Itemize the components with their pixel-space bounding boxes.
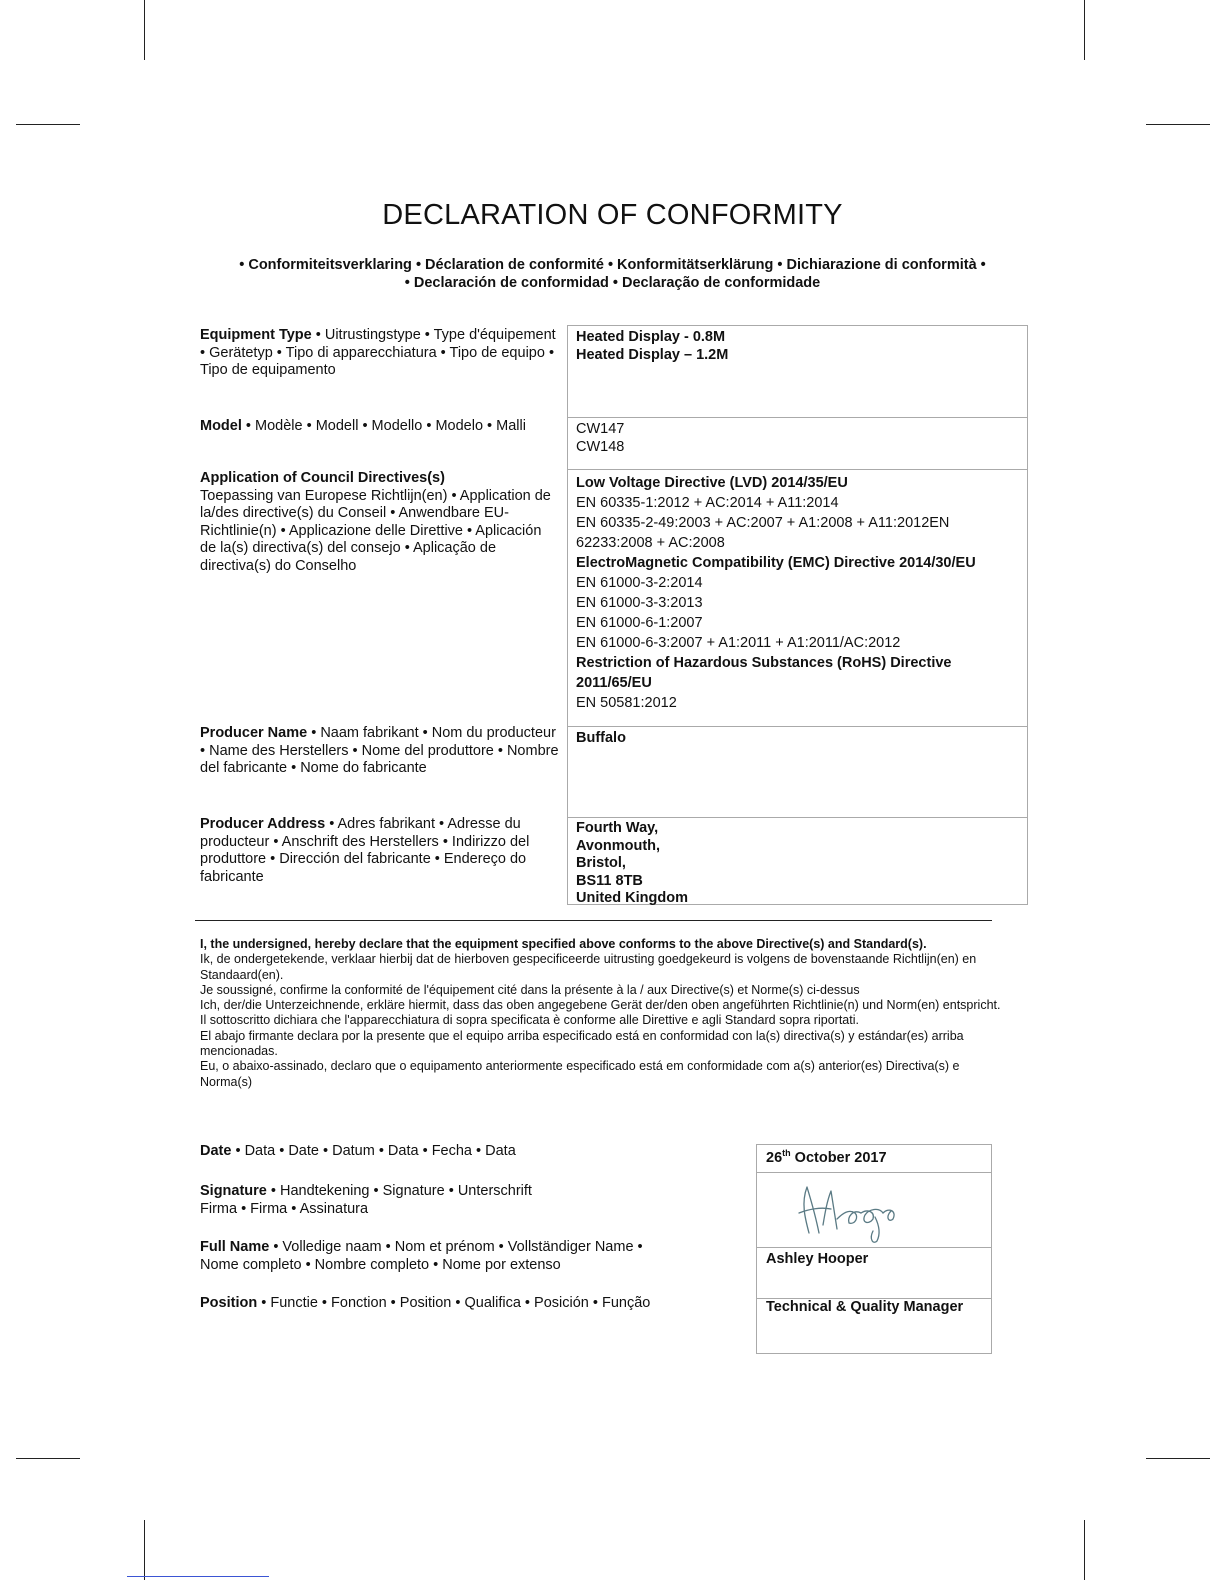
directive-line: EN 61000-3-2:2014 xyxy=(576,575,703,591)
address-line: Avonmouth, xyxy=(576,837,661,854)
date-day: 26 xyxy=(766,1149,783,1166)
value-line: Heated Display - 0.8M xyxy=(576,329,726,345)
position-label xyxy=(200,1295,720,1313)
label-bold: Application of Council Directives(s) xyxy=(200,470,445,486)
producer-name-label xyxy=(200,725,560,778)
subtitle xyxy=(150,256,1075,292)
crop-mark xyxy=(1146,1458,1210,1459)
declaration-line: Eu, o abaixo-assinado, declaro que o equipamento anteriormente especificado está em conformidade com a(s) anterior(es) Directiva(s) e Norma(s) xyxy=(200,1059,960,1089)
date-value xyxy=(756,1144,992,1173)
label-rest: • Handtekening • Signature • Unterschrift Firma • Firma • Assinatura xyxy=(200,1183,532,1217)
label-bold: Position xyxy=(200,1295,258,1311)
address-line: Fourth Way, xyxy=(576,820,659,836)
model-label xyxy=(200,418,560,436)
bottom-rule xyxy=(127,1576,269,1577)
directive-line: 62233:2008 + AC:2008 xyxy=(576,535,725,551)
label-rest: • Modèle • Modell • Modello • Modelo • Malli xyxy=(241,418,526,434)
page-title: DECLARATION OF CONFORMITY xyxy=(382,199,843,231)
declaration-line: I, the undersigned, hereby declare that the equipment specified above conforms to the above Directive(s) and Standard(s). xyxy=(200,937,927,951)
directive-line: EN 60335-2-49:2003 + AC:2007 + A1:2008 + A11:2012EN xyxy=(576,515,950,531)
label-rest: Toepassing van Europese Richtlijn(en) • Application de la/des directive(s) du Conseil • Anwendbare EU-Richtlinie(n) • Applicazione delle Direttive • Aplicación de la(s) directiva(s) del consejo • Aplicação de directiva(s) do Conselho xyxy=(200,487,551,574)
directive-line: EN 61000-3-3:2013 xyxy=(576,595,703,611)
producer-name-value xyxy=(567,726,1028,818)
signature-box xyxy=(756,1172,992,1248)
label-bold: Producer Address xyxy=(200,816,326,832)
producer-address-value xyxy=(567,817,1028,905)
label-bold: Model xyxy=(200,418,242,434)
date-label xyxy=(200,1143,720,1161)
full-name-value xyxy=(756,1247,992,1299)
declaration-text xyxy=(200,937,1010,1090)
full-name-text: Ashley Hooper xyxy=(766,1251,869,1267)
label-rest: • Uitrustingstype • Type d'équipement • Gerätetyp • Tipo di apparecchiatura • Tipo de equipo • Tipo de equipamento xyxy=(200,327,556,378)
label-bold: Equipment Type xyxy=(200,327,312,343)
position-value xyxy=(756,1298,992,1354)
label-bold: Date xyxy=(200,1143,232,1159)
date-rest: October 2017 xyxy=(790,1149,887,1166)
declaration-line: Ich, der/die Unterzeichnende, erkläre hiermit, dass das oben angegebene Gerät der/den oben angeführten Richtlinie(n) und Norm(en) entspricht. xyxy=(200,998,1001,1013)
full-name-label xyxy=(200,1239,670,1274)
directive-line: EN 61000-6-3:2007 + A1:2011 + A1:2011/AC:2012 xyxy=(576,635,901,651)
date-suffix: th xyxy=(782,1148,791,1158)
crop-mark xyxy=(1084,1520,1085,1580)
handwritten-signature xyxy=(757,1173,991,1247)
crop-mark xyxy=(1146,124,1210,125)
directive-line: ElectroMagnetic Compatibility (EMC) Directive 2014/30/EU xyxy=(576,555,976,571)
value-line: Heated Display – 1.2M xyxy=(576,346,729,363)
crop-mark xyxy=(144,0,145,60)
directive-line: EN 60335-1:2012 + AC:2014 + A11:2014 xyxy=(576,495,839,511)
value-line: CW148 xyxy=(576,438,625,455)
crop-mark xyxy=(16,124,80,125)
label-bold: Producer Name xyxy=(200,725,308,741)
crop-mark xyxy=(16,1458,80,1459)
label-rest: • Functie • Fonction • Position • Qualifica • Posición • Função xyxy=(257,1295,651,1311)
declaration-line: El abajo firmante declara por la presente que el equipo arriba especificado está en conformidad con la(s) directiva(s) y estándar(es) arriba mencionadas. xyxy=(200,1028,964,1059)
directive-line: Restriction of Hazardous Substances (RoHS) Directive xyxy=(576,655,952,671)
crop-mark xyxy=(1084,0,1085,60)
declaration-line: Je soussigné, confirme la conformité de l'équipement cité dans la présente à la / aux Directive(s) et Norme(s) ci-dessus xyxy=(200,982,860,997)
value-line: CW147 xyxy=(576,421,625,437)
address-line: United Kingdom xyxy=(576,890,688,906)
label-rest: • Data • Date • Datum • Data • Fecha • Data xyxy=(231,1143,516,1159)
subtitle-line: • Declaración de conformidad • Declaração de conformidade xyxy=(404,275,821,291)
declaration-line: Il sottoscritto dichiara che l'apparecchiatura di sopra specificata è conforme alle Direttive e agli Standard sopra riportati. xyxy=(200,1013,859,1028)
equipment-type-label xyxy=(200,327,560,380)
declaration-line: Ik, de ondergetekende, verklaar hierbij dat de hierboven gespecificeerde uitrusting goedgekeurd is volgens de bovenstaande Richtlijn(en) en Standaard(en). xyxy=(200,952,977,982)
directives-label xyxy=(200,470,560,575)
divider xyxy=(195,920,992,921)
label-bold: Signature xyxy=(200,1183,267,1199)
producer-address-label xyxy=(200,816,560,886)
signature-label xyxy=(200,1183,560,1218)
address-line: Bristol, xyxy=(576,855,626,871)
label-bold: Full Name xyxy=(200,1239,270,1255)
label-rest: • Adres fabrikant • Adresse du producteur • Anschrift des Herstellers • Indirizzo del produttore • Dirección del fabricante • Endereço do fabricante xyxy=(200,816,530,885)
model-value xyxy=(567,417,1028,470)
equipment-type-value xyxy=(567,325,1028,418)
value-line: Buffalo xyxy=(576,730,626,746)
position-text: Technical & Quality Manager xyxy=(766,1299,964,1315)
directive-line: Low Voltage Directive (LVD) 2014/35/EU xyxy=(576,475,848,491)
address-line: BS11 8TB xyxy=(576,872,643,889)
label-rest: • Naam fabrikant • Nom du producteur • Name des Herstellers • Nome del produttore • Nombre del fabricante • Nome do fabricante xyxy=(200,725,559,776)
crop-mark xyxy=(144,1520,145,1580)
label-rest: • Volledige naam • Nom et prénom • Vollständiger Name • Nome completo • Nombre completo • Nome por extenso xyxy=(200,1239,643,1273)
subtitle-line: • Conformiteitsverklaring • Déclaration de conformité • Konformitätserklärung • Dichiarazione di conformità • xyxy=(239,257,986,273)
directive-line: EN 50581:2012 xyxy=(576,695,677,711)
directives-value xyxy=(567,469,1028,727)
directive-line: 2011/65/EU xyxy=(576,675,652,691)
directive-line: EN 61000-6-1:2007 xyxy=(576,615,703,631)
